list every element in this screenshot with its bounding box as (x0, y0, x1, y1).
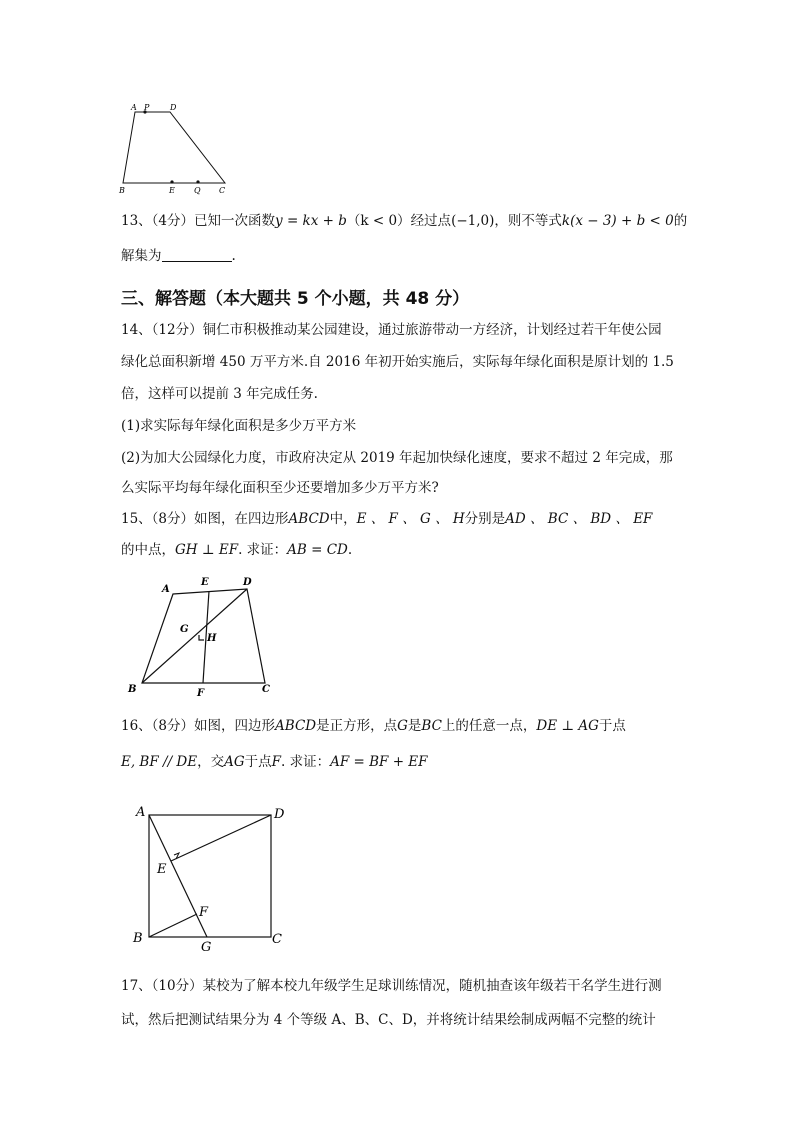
q16-label-A: A (136, 805, 146, 820)
q15-label-E: E (201, 577, 209, 588)
label-D: D (170, 103, 177, 112)
quadrilateral-figure-q15 (120, 572, 280, 702)
q14-part2b: 么实际平均每年绿化面积至少还要增加多少万平方米? (121, 480, 439, 496)
label-B: B (119, 186, 125, 195)
answer-blank (162, 247, 232, 262)
label-Q: Q (194, 186, 201, 195)
label-P: P (144, 103, 150, 112)
q16-line1: 16、（8分）如图，四边形ABCD是正方形，点G是BC上的任意一点，DE ⊥ AG于点 (121, 718, 626, 734)
q14-line1: 14、（12分）铜仁市积极推动某公园建设，通过旅游带动一方经济，计划经过若干年使公园 (121, 322, 662, 338)
q14-part2a: (2)为加大公园绿化力度，市政府决定从 2019 年起加快绿化速度，要求不超过 2 年完成，那 (121, 450, 673, 466)
q16-label-F: F (199, 905, 209, 920)
q17-line1: 17、（10分）某校为了解本校九年级学生足球训练情况，随机抽查该年级若干名学生进行测 (121, 978, 662, 994)
q16-label-G: G (201, 940, 212, 955)
q17-line2: 试，然后把测试结果分为 4 个等级 A、B、C、D，并将统计结果绘制成两幅不完整的统计 (121, 1012, 656, 1028)
q15-line2: 的中点，GH ⊥ EF. 求证：AB = CD. (121, 542, 353, 558)
q13-line2: 解集为 . (121, 248, 236, 264)
q15-label-G: G (180, 624, 189, 635)
q15-label-F: F (197, 688, 205, 699)
q16-label-D: D (274, 807, 285, 822)
q14-line2: 绿化总面积新增 450 万平方米.自 2016 年初开始实施后，实际每年绿化面积是原计划的 1.5 (121, 354, 674, 370)
square-figure-q16 (128, 800, 298, 960)
q14-line3: 倍，这样可以提前 3 年完成任务. (121, 386, 318, 402)
section-title: 三、解答题（本大题共 5 个小题，共 48 分） (121, 289, 470, 309)
q15-label-A: A (162, 584, 170, 595)
label-A: A (131, 103, 137, 112)
q15-label-C: C (262, 684, 270, 695)
q13-line1: 13、（4分）已知一次函数y = kx + b（k < 0）经过点(−1,0)，则不等式k(x − 3) + b < 0的 (121, 213, 688, 229)
q15-label-H: H (207, 633, 217, 644)
q15-line1: 15、（8分）如图，在四边形ABCD中，E 、 F 、 G 、 H分别是AD 、 BC 、 BD 、 EF (121, 511, 653, 527)
label-C: C (219, 186, 226, 195)
label-E: E (169, 186, 175, 195)
trapezoid-figure-top (110, 95, 240, 195)
q16-line2: E, BF // DE，交AG于点F. 求证：AF = BF + EF (121, 754, 428, 770)
q16-label-C: C (272, 932, 282, 947)
q15-label-B: B (128, 684, 137, 695)
q16-label-E: E (157, 862, 167, 877)
q16-label-B: B (133, 931, 143, 946)
q14-part1: (1)求实际每年绿化面积是多少万平方米 (121, 418, 357, 434)
q15-label-D: D (243, 577, 252, 588)
